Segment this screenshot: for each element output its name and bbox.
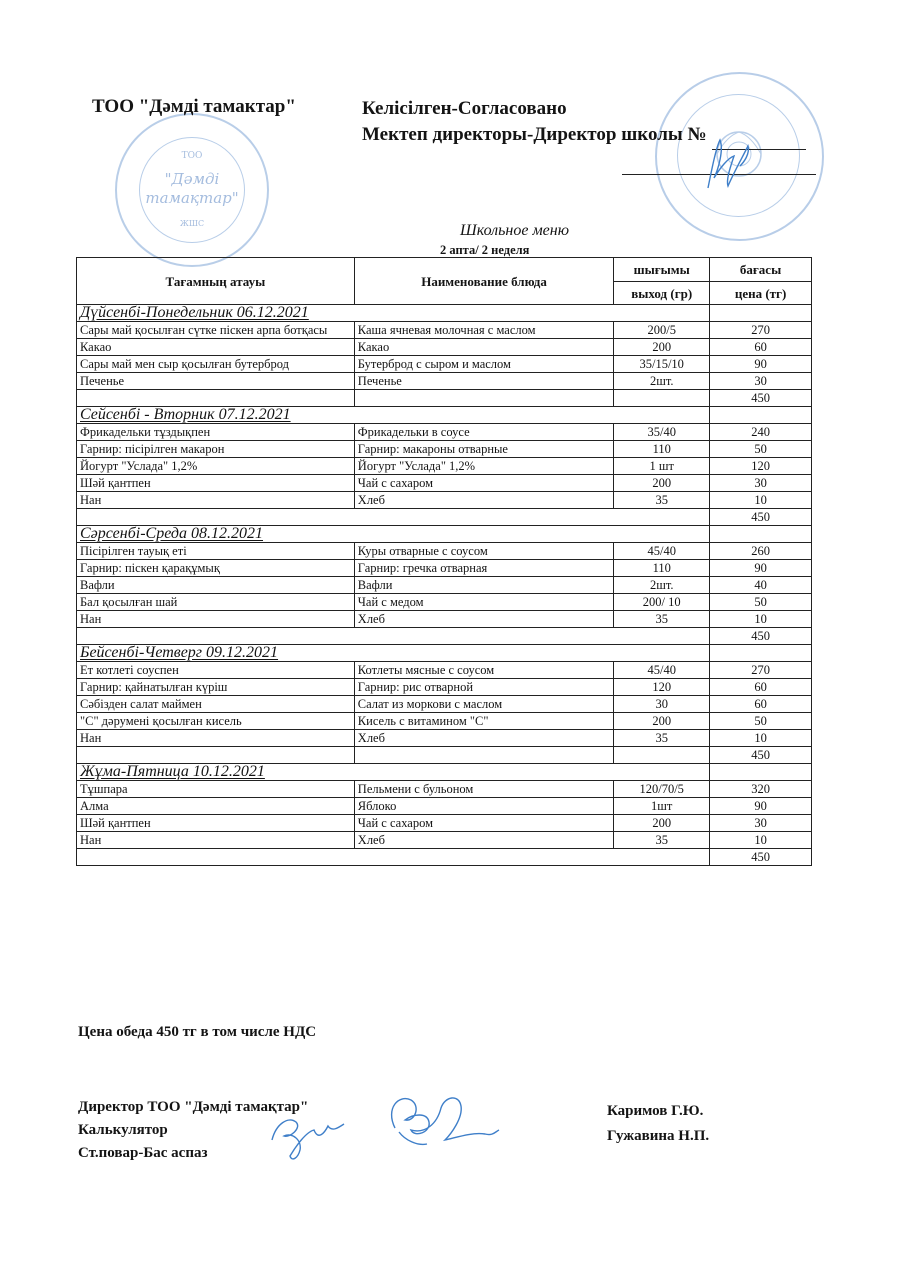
ru-dish: Какао — [354, 339, 613, 356]
header-kz-name: Тағамның атауы — [77, 258, 355, 305]
ru-dish: Кисель с витамином "С" — [354, 713, 613, 730]
total-row — [77, 390, 812, 407]
table-row — [77, 560, 812, 577]
yield: 35 — [614, 730, 710, 747]
price: 90 — [710, 356, 812, 373]
kz-dish: Шәй қантпен — [77, 815, 355, 832]
price: 50 — [710, 713, 812, 730]
day-label: Сейсенбі - Вторник 07.12.2021 — [77, 407, 710, 424]
price: 30 — [710, 475, 812, 492]
kz-dish: Нан — [77, 730, 355, 747]
approval-title: Келісілген-Согласовано — [362, 98, 567, 119]
yield: 2шт. — [614, 577, 710, 594]
yield: 200 — [614, 713, 710, 730]
kz-dish: Вафли — [77, 577, 355, 594]
kz-dish: Нан — [77, 611, 355, 628]
table-row — [77, 696, 812, 713]
yield: 1 шт — [614, 458, 710, 475]
ru-dish: Хлеб — [354, 492, 613, 509]
ru-dish: Гарнир: гречка отварная — [354, 560, 613, 577]
ru-dish: Фрикадельки в соусе — [354, 424, 613, 441]
kz-dish: "С" дәрумені қосылған кисель — [77, 713, 355, 730]
kz-dish: Печенье — [77, 373, 355, 390]
table-row — [77, 781, 812, 798]
lunch-price-note: Цена обеда 450 тг в том числе НДС — [78, 1024, 317, 1040]
kz-dish: Алма — [77, 798, 355, 815]
day-label: Бейсенбі-Четверг 09.12.2021 — [77, 645, 710, 662]
ru-dish: Куры отварные с соусом — [354, 543, 613, 560]
header-ru-name: Наименование блюда — [354, 258, 613, 305]
approval-director: Мектеп директоры-Директор школы № — [362, 124, 707, 145]
ru-dish: Яблоко — [354, 798, 613, 815]
ru-dish: Чай с медом — [354, 594, 613, 611]
price: 10 — [710, 492, 812, 509]
table-row — [77, 798, 812, 815]
day-label: Дүйсенбі-Понедельник 06.12.2021 — [77, 305, 710, 322]
header-yield-ru: выход (гр) — [614, 282, 710, 305]
ru-dish: Бутерброд с сыром и маслом — [354, 356, 613, 373]
price: 60 — [710, 339, 812, 356]
role-calculator: Калькулятор — [78, 1122, 168, 1138]
kz-dish: Сәбізден салат маймен — [77, 696, 355, 713]
day-row — [77, 305, 812, 322]
price: 50 — [710, 594, 812, 611]
price: 30 — [710, 815, 812, 832]
table-row — [77, 679, 812, 696]
yield: 35 — [614, 832, 710, 849]
yield: 200 — [614, 475, 710, 492]
stamp-bottom-text: ЖШС — [179, 219, 205, 228]
name-calculator: Гужавина Н.П. — [607, 1128, 710, 1144]
yield: 45/40 — [614, 662, 710, 679]
kz-dish: Фрикадельки тұздықпен — [77, 424, 355, 441]
stamp-top-text: ТОО — [181, 151, 203, 161]
company-stamp — [115, 113, 269, 267]
document-title: Школьное меню — [460, 222, 569, 239]
table-row — [77, 815, 812, 832]
kz-dish: Сары май қосылған сүтке піскен арпа ботқасы — [77, 322, 355, 339]
price: 30 — [710, 373, 812, 390]
table-row — [77, 373, 812, 390]
ru-dish: Гарнир: макароны отварные — [354, 441, 613, 458]
day-total: 450 — [710, 628, 812, 645]
menu-table — [76, 257, 812, 866]
table-row — [77, 577, 812, 594]
stamp-center-line1: "Дәмді — [164, 170, 220, 188]
kz-dish: Нан — [77, 832, 355, 849]
ru-dish: Чай с сахаром — [354, 475, 613, 492]
name-director: Каримов Г.Ю. — [607, 1103, 704, 1119]
day-total: 450 — [710, 849, 812, 866]
table-row — [77, 730, 812, 747]
kz-dish: Какао — [77, 339, 355, 356]
price: 10 — [710, 730, 812, 747]
total-row — [77, 747, 812, 764]
price: 90 — [710, 798, 812, 815]
price: 120 — [710, 458, 812, 475]
header-price-kz: бағасы — [710, 258, 812, 282]
director-signature-icon — [690, 128, 770, 198]
kz-dish: Бал қосылған шай — [77, 594, 355, 611]
yield: 1шт — [614, 798, 710, 815]
table-row — [77, 322, 812, 339]
table-row — [77, 492, 812, 509]
yield: 110 — [614, 560, 710, 577]
table-row — [77, 594, 812, 611]
kz-dish: Сары май мен сыр қосылған бутерброд — [77, 356, 355, 373]
ru-dish: Каша ячневая молочная с маслом — [354, 322, 613, 339]
director-footer-signature-icon — [375, 1088, 525, 1158]
ru-dish: Хлеб — [354, 832, 613, 849]
ru-dish: Гарнир: рис отварной — [354, 679, 613, 696]
yield: 35 — [614, 611, 710, 628]
table-row — [77, 611, 812, 628]
day-label: Сәрсенбі-Среда 08.12.2021 — [77, 526, 710, 543]
total-row — [77, 509, 812, 526]
table-row — [77, 662, 812, 679]
price: 10 — [710, 611, 812, 628]
price: 260 — [710, 543, 812, 560]
price: 50 — [710, 441, 812, 458]
kz-dish: Шәй қантпен — [77, 475, 355, 492]
yield: 200/ 10 — [614, 594, 710, 611]
price: 60 — [710, 696, 812, 713]
calculator-signature-icon — [262, 1110, 352, 1165]
ru-dish: Пельмени с бульоном — [354, 781, 613, 798]
ru-dish: Чай с сахаром — [354, 815, 613, 832]
table-row — [77, 543, 812, 560]
price: 240 — [710, 424, 812, 441]
kz-dish: Тұшпара — [77, 781, 355, 798]
day-total: 450 — [710, 747, 812, 764]
signatory-names — [607, 1099, 709, 1149]
yield: 35/15/10 — [614, 356, 710, 373]
day-label: Жұма-Пятница 10.12.2021 — [77, 764, 710, 781]
table-row — [77, 424, 812, 441]
yield: 120/70/5 — [614, 781, 710, 798]
kz-dish: Гарнир: қайнатылған күріш — [77, 679, 355, 696]
day-row — [77, 407, 812, 424]
price: 40 — [710, 577, 812, 594]
yield: 120 — [614, 679, 710, 696]
yield: 45/40 — [614, 543, 710, 560]
kz-dish: Йогурт "Услада" 1,2% — [77, 458, 355, 475]
stamp-center-line2: тамақтар" — [145, 189, 239, 207]
table-row — [77, 475, 812, 492]
price: 270 — [710, 662, 812, 679]
day-row — [77, 764, 812, 781]
kz-dish: Нан — [77, 492, 355, 509]
price: 10 — [710, 832, 812, 849]
day-row — [77, 526, 812, 543]
approval-block — [362, 96, 707, 148]
ru-dish: Салат из моркови с маслом — [354, 696, 613, 713]
yield: 30 — [614, 696, 710, 713]
ru-dish: Печенье — [354, 373, 613, 390]
yield: 2шт. — [614, 373, 710, 390]
yield: 200 — [614, 339, 710, 356]
header-yield-kz: шығымы — [614, 258, 710, 282]
yield: 110 — [614, 441, 710, 458]
table-row — [77, 832, 812, 849]
price: 90 — [710, 560, 812, 577]
role-head-cook: Ст.повар-Бас аспаз — [78, 1145, 208, 1161]
price: 60 — [710, 679, 812, 696]
kz-dish: Ет котлеті соуспен — [77, 662, 355, 679]
price: 320 — [710, 781, 812, 798]
ru-dish: Хлеб — [354, 730, 613, 747]
kz-dish: Пісірілген тауық еті — [77, 543, 355, 560]
kz-dish: Гарнир: пісірілген макарон — [77, 441, 355, 458]
day-row — [77, 645, 812, 662]
table-row — [77, 713, 812, 730]
yield: 200/5 — [614, 322, 710, 339]
header-price-ru: цена (тг) — [710, 282, 812, 305]
ru-dish: Йогурт "Услада" 1,2% — [354, 458, 613, 475]
table-row — [77, 356, 812, 373]
total-row — [77, 628, 812, 645]
table-row — [77, 441, 812, 458]
document-subtitle: 2 апта/ 2 неделя — [440, 243, 530, 257]
day-total: 450 — [710, 390, 812, 407]
table-row — [77, 339, 812, 356]
role-director: Директор ТОО "Дәмді тамақтар" — [78, 1099, 309, 1115]
table-row — [77, 458, 812, 475]
yield: 35/40 — [614, 424, 710, 441]
yield: 200 — [614, 815, 710, 832]
ru-dish: Вафли — [354, 577, 613, 594]
day-total: 450 — [710, 509, 812, 526]
ru-dish: Котлеты мясные с соусом — [354, 662, 613, 679]
kz-dish: Гарнир: піскен қарақұмық — [77, 560, 355, 577]
price: 270 — [710, 322, 812, 339]
ru-dish: Хлеб — [354, 611, 613, 628]
total-row — [77, 849, 812, 866]
yield: 35 — [614, 492, 710, 509]
company-name: ТОО "Дәмді тамактар" — [92, 96, 296, 117]
